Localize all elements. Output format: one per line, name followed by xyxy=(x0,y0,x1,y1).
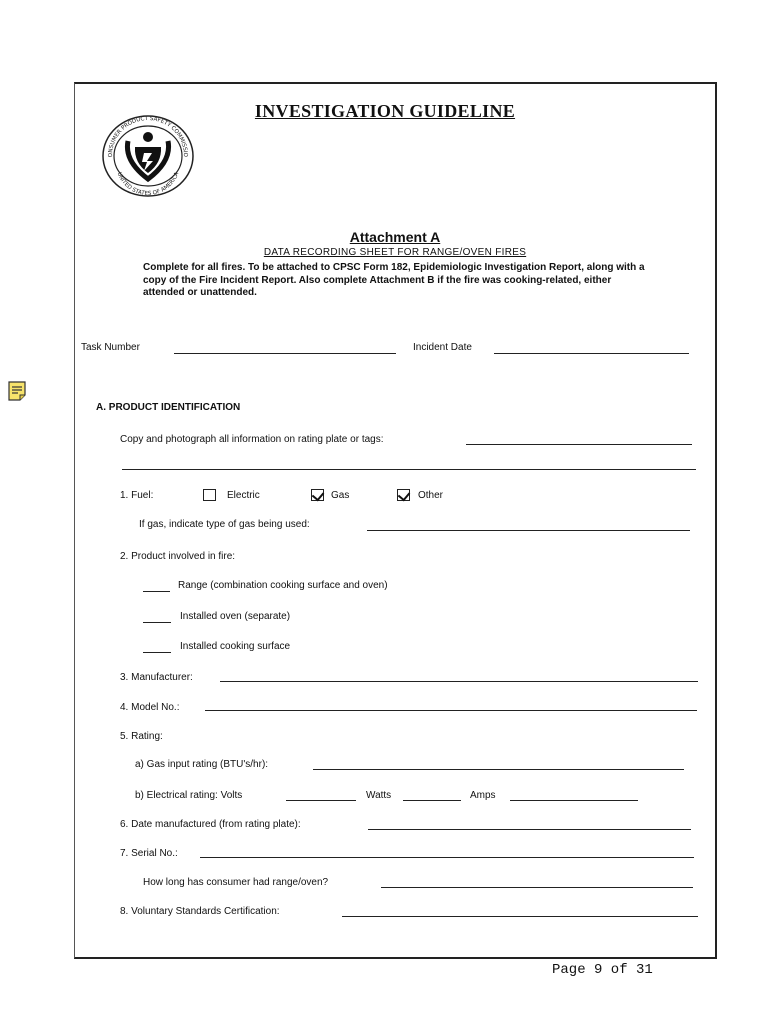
amps-field[interactable] xyxy=(510,800,638,801)
manufacturer-label: 3. Manufacturer: xyxy=(120,672,193,683)
copy-photo-field[interactable] xyxy=(466,444,692,445)
section-a-heading: A. PRODUCT IDENTIFICATION xyxy=(96,402,241,413)
electrical-rating-label: b) Electrical rating: Volts xyxy=(135,790,243,801)
task-number-label: Task Number xyxy=(81,342,140,353)
gas-type-label: If gas, indicate type of gas being used: xyxy=(139,519,310,530)
installed-oven-blank[interactable] xyxy=(143,622,171,623)
page-number: Page 9 of 31 xyxy=(552,962,653,978)
fuel-gas-checkbox[interactable] xyxy=(311,489,324,501)
rating-label: 5. Rating: xyxy=(120,731,163,742)
volts-field[interactable] xyxy=(286,800,356,801)
fuel-other-checkbox[interactable] xyxy=(397,489,410,501)
range-blank[interactable] xyxy=(143,591,170,592)
voluntary-standards-field[interactable] xyxy=(342,916,698,917)
attachment-title: Attachment A xyxy=(349,229,441,245)
range-option-label: Range (combination cooking surface and oven) xyxy=(178,580,388,591)
date-manufactured-field[interactable] xyxy=(368,829,691,830)
fuel-gas-label: Gas xyxy=(331,490,350,501)
serial-field[interactable] xyxy=(200,857,694,858)
gas-type-field[interactable] xyxy=(367,530,690,531)
watts-field[interactable] xyxy=(403,800,461,801)
model-label: 4. Model No.: xyxy=(120,702,180,713)
sticky-note-icon[interactable] xyxy=(8,381,26,406)
cooking-surface-blank[interactable] xyxy=(143,652,171,653)
instructions-text: Complete for all fires. To be attached to CPSC Form 182, Epidemiologic Investigation Report, along with a copy of the Fire Incident Report. Also complete Attachment B if the fire was cooking-related, either attended or unattended. xyxy=(143,262,645,298)
copy-photo-field-2[interactable] xyxy=(122,469,696,470)
fuel-electric-label: Electric xyxy=(227,490,260,501)
cooking-surface-label: Installed cooking surface xyxy=(180,641,291,652)
voluntary-standards-label: 8. Voluntary Standards Certification: xyxy=(120,906,280,917)
watts-label: Watts xyxy=(366,790,392,801)
seal-bottom-text: UNITED STATES OF AMERICA xyxy=(115,171,181,198)
fuel-electric-checkbox[interactable] xyxy=(203,489,216,501)
date-manufactured-label: 6. Date manufactured (from rating plate): xyxy=(120,819,301,830)
gas-input-field[interactable] xyxy=(313,769,684,770)
how-long-label: How long has consumer had range/oven? xyxy=(143,877,329,888)
fuel-label: 1. Fuel: xyxy=(120,490,154,501)
incident-date-label: Incident Date xyxy=(413,342,472,353)
product-involved-label: 2. Product involved in fire: xyxy=(120,551,236,562)
attachment-subtitle: DATA RECORDING SHEET FOR RANGE/OVEN FIRES xyxy=(263,247,527,258)
fuel-other-label: Other xyxy=(418,490,444,501)
seal-top-text: ONSUMER PRODUCT SAFETY COMMISSIO xyxy=(107,115,189,158)
serial-label: 7. Serial No.: xyxy=(120,848,178,859)
incident-date-field[interactable] xyxy=(494,353,689,354)
installed-oven-label: Installed oven (separate) xyxy=(180,611,291,622)
how-long-field[interactable] xyxy=(381,887,693,888)
cpsc-seal-icon xyxy=(100,113,196,204)
page-title: INVESTIGATION GUIDELINE xyxy=(254,101,516,121)
copy-photo-label: Copy and photograph all information on rating plate or tags: xyxy=(120,434,384,445)
model-field[interactable] xyxy=(205,710,697,711)
manufacturer-field[interactable] xyxy=(220,681,698,682)
task-number-field[interactable] xyxy=(174,353,396,354)
amps-label: Amps xyxy=(470,790,496,801)
svg-text:UNITED STATES OF AMERICA xyxy=(116,171,181,197)
gas-input-label: a) Gas input rating (BTU's/hr): xyxy=(135,759,269,770)
